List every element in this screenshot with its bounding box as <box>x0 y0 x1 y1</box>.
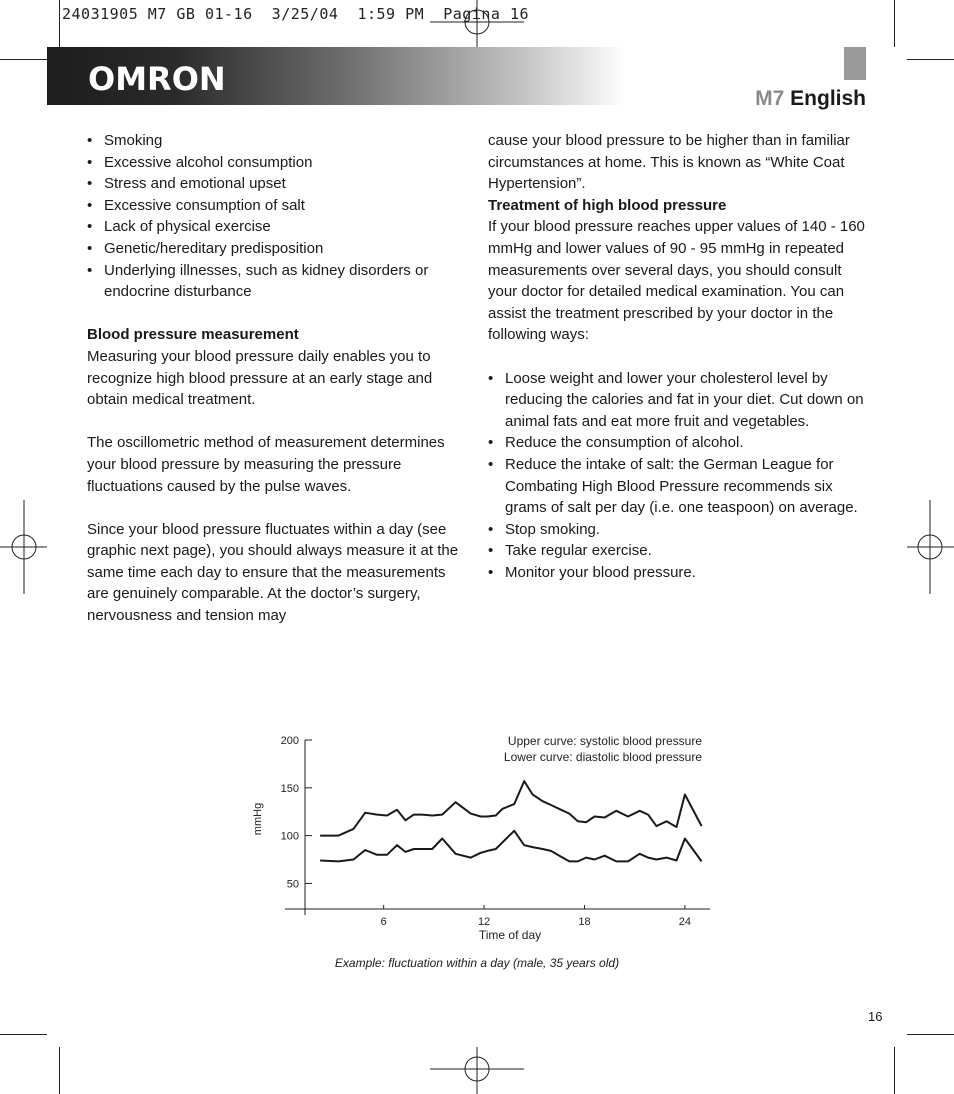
language-label: English <box>790 87 866 110</box>
y-tick-label: 100 <box>280 830 299 843</box>
x-axis-label: Time of day <box>478 928 542 942</box>
page-number: 16 <box>868 1009 883 1024</box>
crop-mark <box>894 0 895 47</box>
crop-mark <box>907 59 954 60</box>
x-tick-label: 6 <box>380 916 387 928</box>
crop-mark <box>894 1047 895 1094</box>
legend-entry-systolic: Upper curve: systolic blood pressure <box>507 734 702 748</box>
section-title-measurement: Blood pressure measurement <box>87 326 299 344</box>
risk-factor-list <box>87 130 462 303</box>
list-item: • Underlying illnesses, such as kidney disorders or endocrine disturbance <box>87 260 462 303</box>
registration-mark-bottom <box>430 1047 524 1094</box>
model-label: M7 <box>755 87 785 110</box>
crop-mark <box>59 1047 60 1094</box>
section-tab-marker <box>844 47 866 80</box>
blood-pressure-chart <box>240 725 720 950</box>
right-column <box>488 130 868 583</box>
left-column <box>87 130 462 627</box>
list-item: • Excessive alcohol consumption <box>87 152 462 174</box>
x-tick-label: 12 <box>477 916 491 928</box>
list-item: • Excessive consumption of salt <box>87 195 462 217</box>
section-title-treatment: Treatment of high blood pressure <box>488 196 727 214</box>
list-item: • Reduce the consumption of alcohol. <box>488 432 868 454</box>
legend-entry-diastolic: Lower curve: diastolic blood pressure <box>503 750 702 764</box>
y-tick-label: 200 <box>280 735 299 747</box>
y-tick-label: 150 <box>280 782 299 795</box>
chart-series <box>320 781 701 861</box>
crop-mark <box>0 1034 47 1035</box>
x-tick-label: 24 <box>678 916 692 928</box>
paragraph: Measuring your blood pressure daily enables you to recognize high blood pressure at an early stage and obtain medical treatment. <box>87 347 433 409</box>
list-item: • Genetic/hereditary predisposition <box>87 238 462 260</box>
y-tick-label: 50 <box>286 878 299 891</box>
registration-mark-right <box>907 500 954 594</box>
y-axis-label: mmHg <box>252 802 264 836</box>
list-item: • Monitor your blood pressure. <box>488 562 868 584</box>
list-item: • Stress and emotional upset <box>87 173 462 195</box>
crop-mark <box>0 59 47 60</box>
diastolic-curve <box>320 831 701 862</box>
list-item: • Loose weight and lower your cholesterol level by reducing the calories and fat in your diet. Cut down on animal fats and eat more fruit and vegetables. <box>488 368 868 433</box>
list-item: • Smoking <box>87 130 462 152</box>
crop-mark <box>907 1034 954 1035</box>
chart-caption: Example: fluctuation within a day (male, 35 years old) <box>334 956 620 970</box>
list-item: • Take regular exercise. <box>488 540 868 562</box>
paragraph: The oscillometric method of measurement determines your blood pressure by measuring the pressure fluctuations caused by the pulse waves. <box>87 434 445 495</box>
page-heading <box>755 86 866 112</box>
print-slug: 24031905 M7 GB 01-16 3/25/04 1:59 PM Pagina 16 <box>62 5 530 23</box>
crop-mark <box>59 0 60 47</box>
chart-axes <box>285 740 710 915</box>
systolic-curve <box>320 781 701 836</box>
treatment-list <box>488 368 868 584</box>
omron-logo: OMRON <box>88 60 226 98</box>
paragraph: If your blood pressure reaches upper values of 140 - 160 mmHg and lower values of 90 - 95 mmHg in repeated measurements over several days, you should consult your doctor for detailed medical examination. You can assist the treatment prescribed by your doctor in the following ways: <box>488 218 865 344</box>
paragraph: cause your blood pressure to be higher than in familiar circumstances at home. This is known as “White Coat Hypertension”. <box>488 132 850 193</box>
x-tick-label: 18 <box>578 916 591 928</box>
list-item: • Lack of physical exercise <box>87 216 462 238</box>
registration-mark-left <box>0 500 47 594</box>
paragraph: Since your blood pressure fluctuates within a day (see graphic next page), you should always measure it at the same time each day to ensure that the measurements are genuinely comparable. At the doctor’s surgery, nervousness and tension may <box>87 520 459 625</box>
list-item: • Reduce the intake of salt: the German League for Combating High Blood Pressure recommends six grams of salt per day (i.e. one teaspoon) on average. <box>488 454 868 519</box>
list-item: • Stop smoking. <box>488 519 868 541</box>
registration-mark-top <box>430 0 524 47</box>
